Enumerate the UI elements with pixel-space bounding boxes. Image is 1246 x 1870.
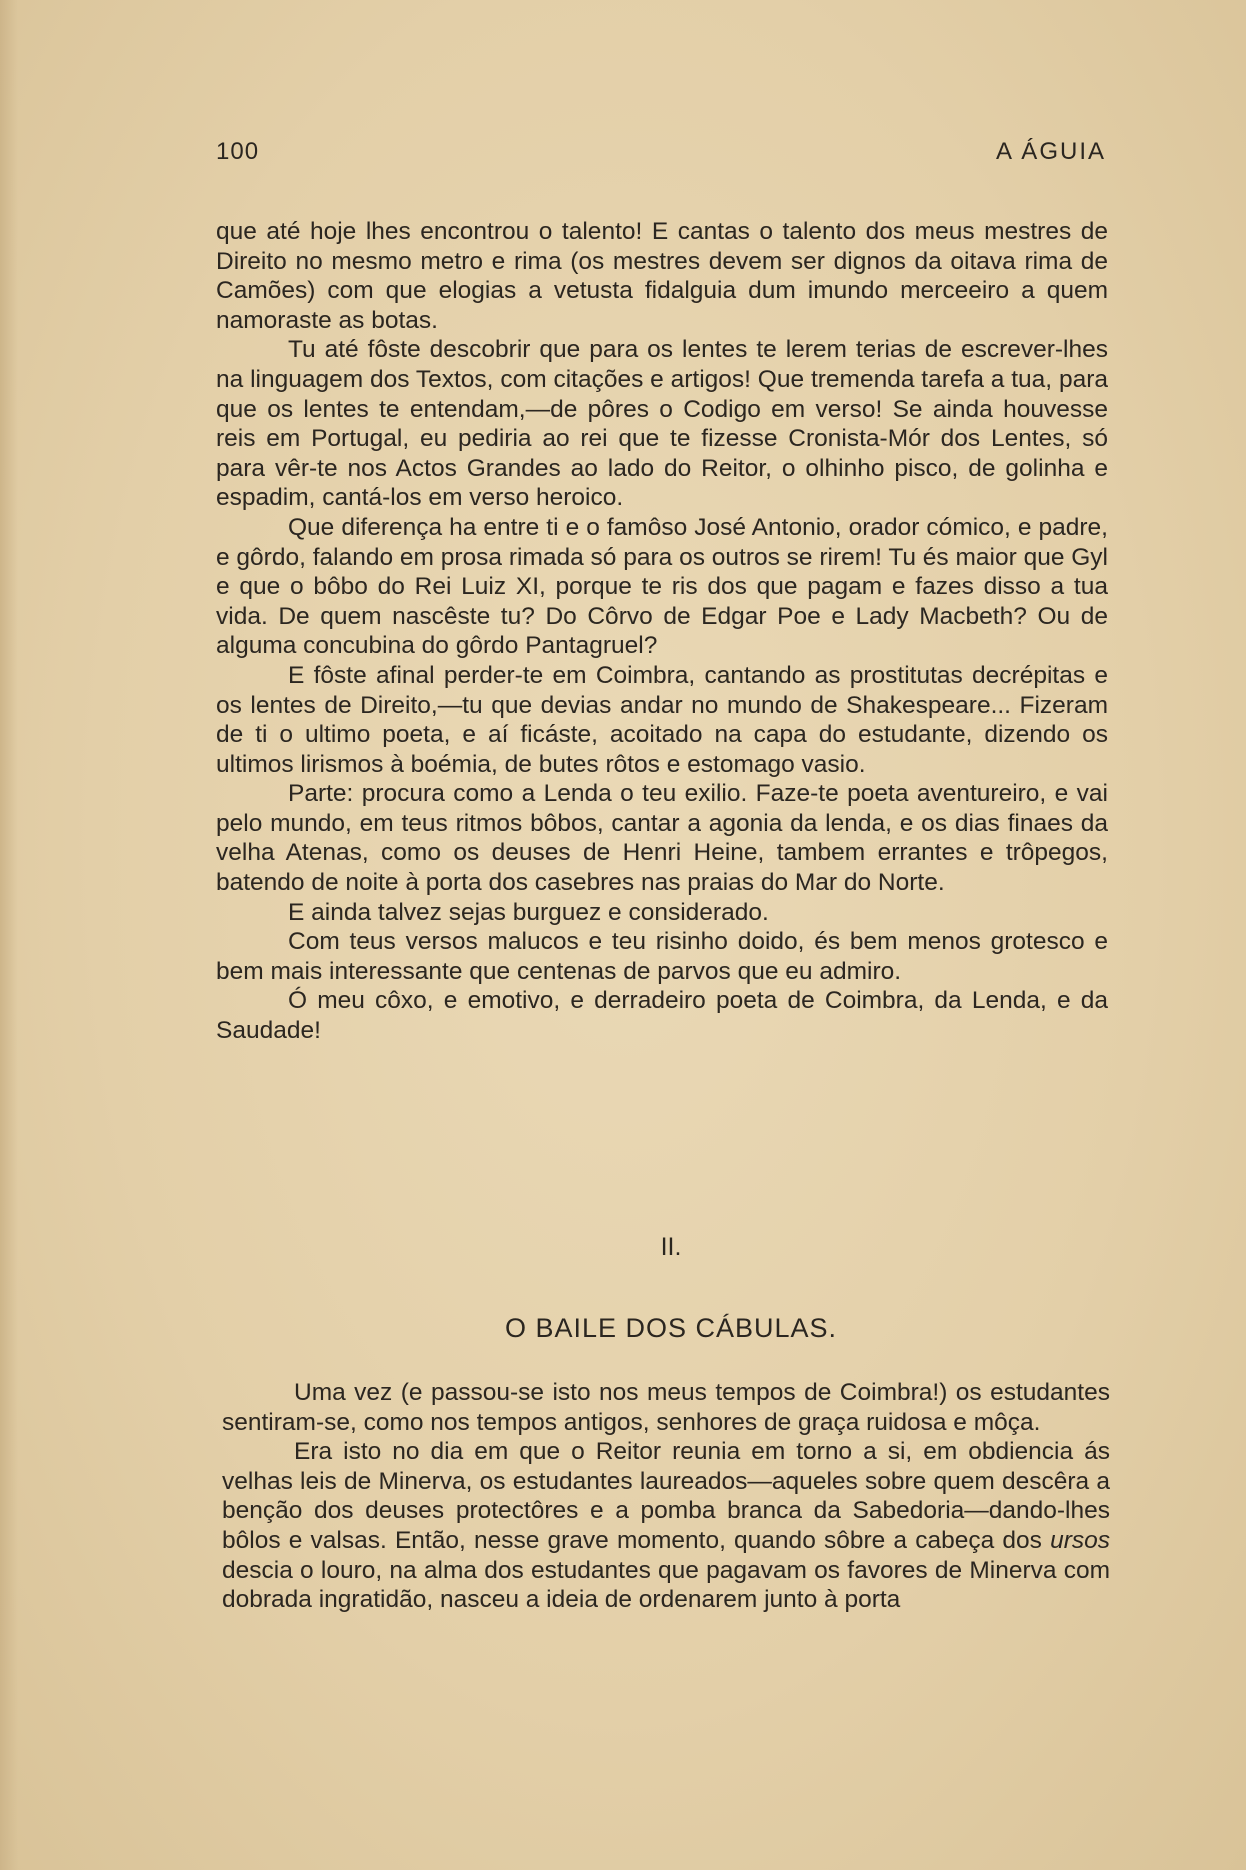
section-title: O BAILE DOS CÁBULAS. [504, 1313, 838, 1343]
paragraph: E fôste afinal perder-te em Coimbra, cantando as prostitutas decrépitas e os lentes de Direito,—tu que devias andar no mundo de Shakespeare... Fizeram de ti o ultimo poeta, e aí ficáste, acoitado na capa do estudante, dizendo os ultimos lirismos à boémia, de butes rôtos e estomago vasio. [216, 661, 1108, 778]
italic-word: ursos [1050, 1526, 1110, 1554]
paragraph: Ó meu côxo, e emotivo, e derradeiro poeta de Coimbra, da Lenda, e da Saudade! [216, 987, 1108, 1045]
body-text [216, 217, 1108, 1046]
running-head [216, 138, 1106, 168]
paragraph-text: descia o louro, na alma dos estudantes que pagavam os favores de Minerva com dobrada ingratidão, nasceu a ideia de ordenarem junto à porta [222, 1556, 1110, 1614]
journal-title: A ÁGUIA [995, 138, 1106, 165]
paragraph: Uma vez (e passou-se isto nos meus tempos de Coimbra!) os estudantes sentiram-se, como nos tempos antigos, senhores de graça ruidosa e môça. [222, 1379, 1110, 1436]
page-number: 100 [216, 138, 260, 165]
paragraph: Com teus versos malucos e teu risinho doido, és bem menos grotesco e bem mais interessante que centenas de parvos que eu admiro. [216, 928, 1108, 985]
paragraph: Tu até fôste descobrir que para os lentes te lerem terias de escrever-lhes na linguagem dos Textos, com citações e artigos! Que tremenda tarefa a tua, para que os lentes te entendam,—de pôres o Codigo em verso! Se ainda houvesse reis em Portugal, eu pediria ao rei que te fizesse Cronista-Mór dos Lentes, só para vêr-te nos Actos Grandes ao lado do Reitor, o olhinho pisco, de golinha e espadim, cantá-los em verso heroico. [216, 336, 1108, 512]
paragraph: que até hoje lhes encontrou o talento! E cantas o talento dos meus mestres de Direito no mesmo metro e rima (os mestres devem ser dignos da oitava rima de Camões) com que elogias a vetusta fidalguia dum imundo merceeiro a quem namoraste as botas. [216, 218, 1108, 334]
paragraph: Que diferença ha entre ti e o famôso José Antonio, orador cómico, e padre, e gôrdo, falando em prosa rimada só para os outros se rirem! Tu és maior que Gyl e que o bôbo do Rei Luiz XI, porque te ris dos que pagam e fazes disso a tua vida. De quem nascêste tu? Do Côrvo de Edgar Poe e Lady Macbeth? Ou de alguma concubina do gôrdo Pantagruel? [216, 513, 1108, 660]
section-body-text [222, 1378, 1110, 1615]
paragraph: E ainda talvez sejas burguez e considerado. [288, 898, 769, 926]
paragraph-text: Era isto no dia em que o Reitor reunia em torno a si, em obdiencia ás velhas leis de Minerva, os estudantes laureados—aqueles sobre quem descêra a benção dos deuses protectôres e a pomba branca da Sabedoria—dando-lhes bôlos e valsas. Então, nesse grave momento, quando sôbre a cabeça dos [222, 1438, 1110, 1554]
section-number: II. [660, 1233, 682, 1261]
paragraph: Parte: procura como a Lenda o teu exilio. Faze-te poeta aventureiro, e vai pelo mundo, em teus ritmos bôbos, cantar a agonia da lenda, e os dias finaes da velha Atenas, como os deuses de Henri Heine, tambem errantes e trôpegos, batendo de noite à porta dos casebres nas praias do Mar do Norte. [216, 780, 1108, 897]
paragraph [222, 1437, 1110, 1615]
